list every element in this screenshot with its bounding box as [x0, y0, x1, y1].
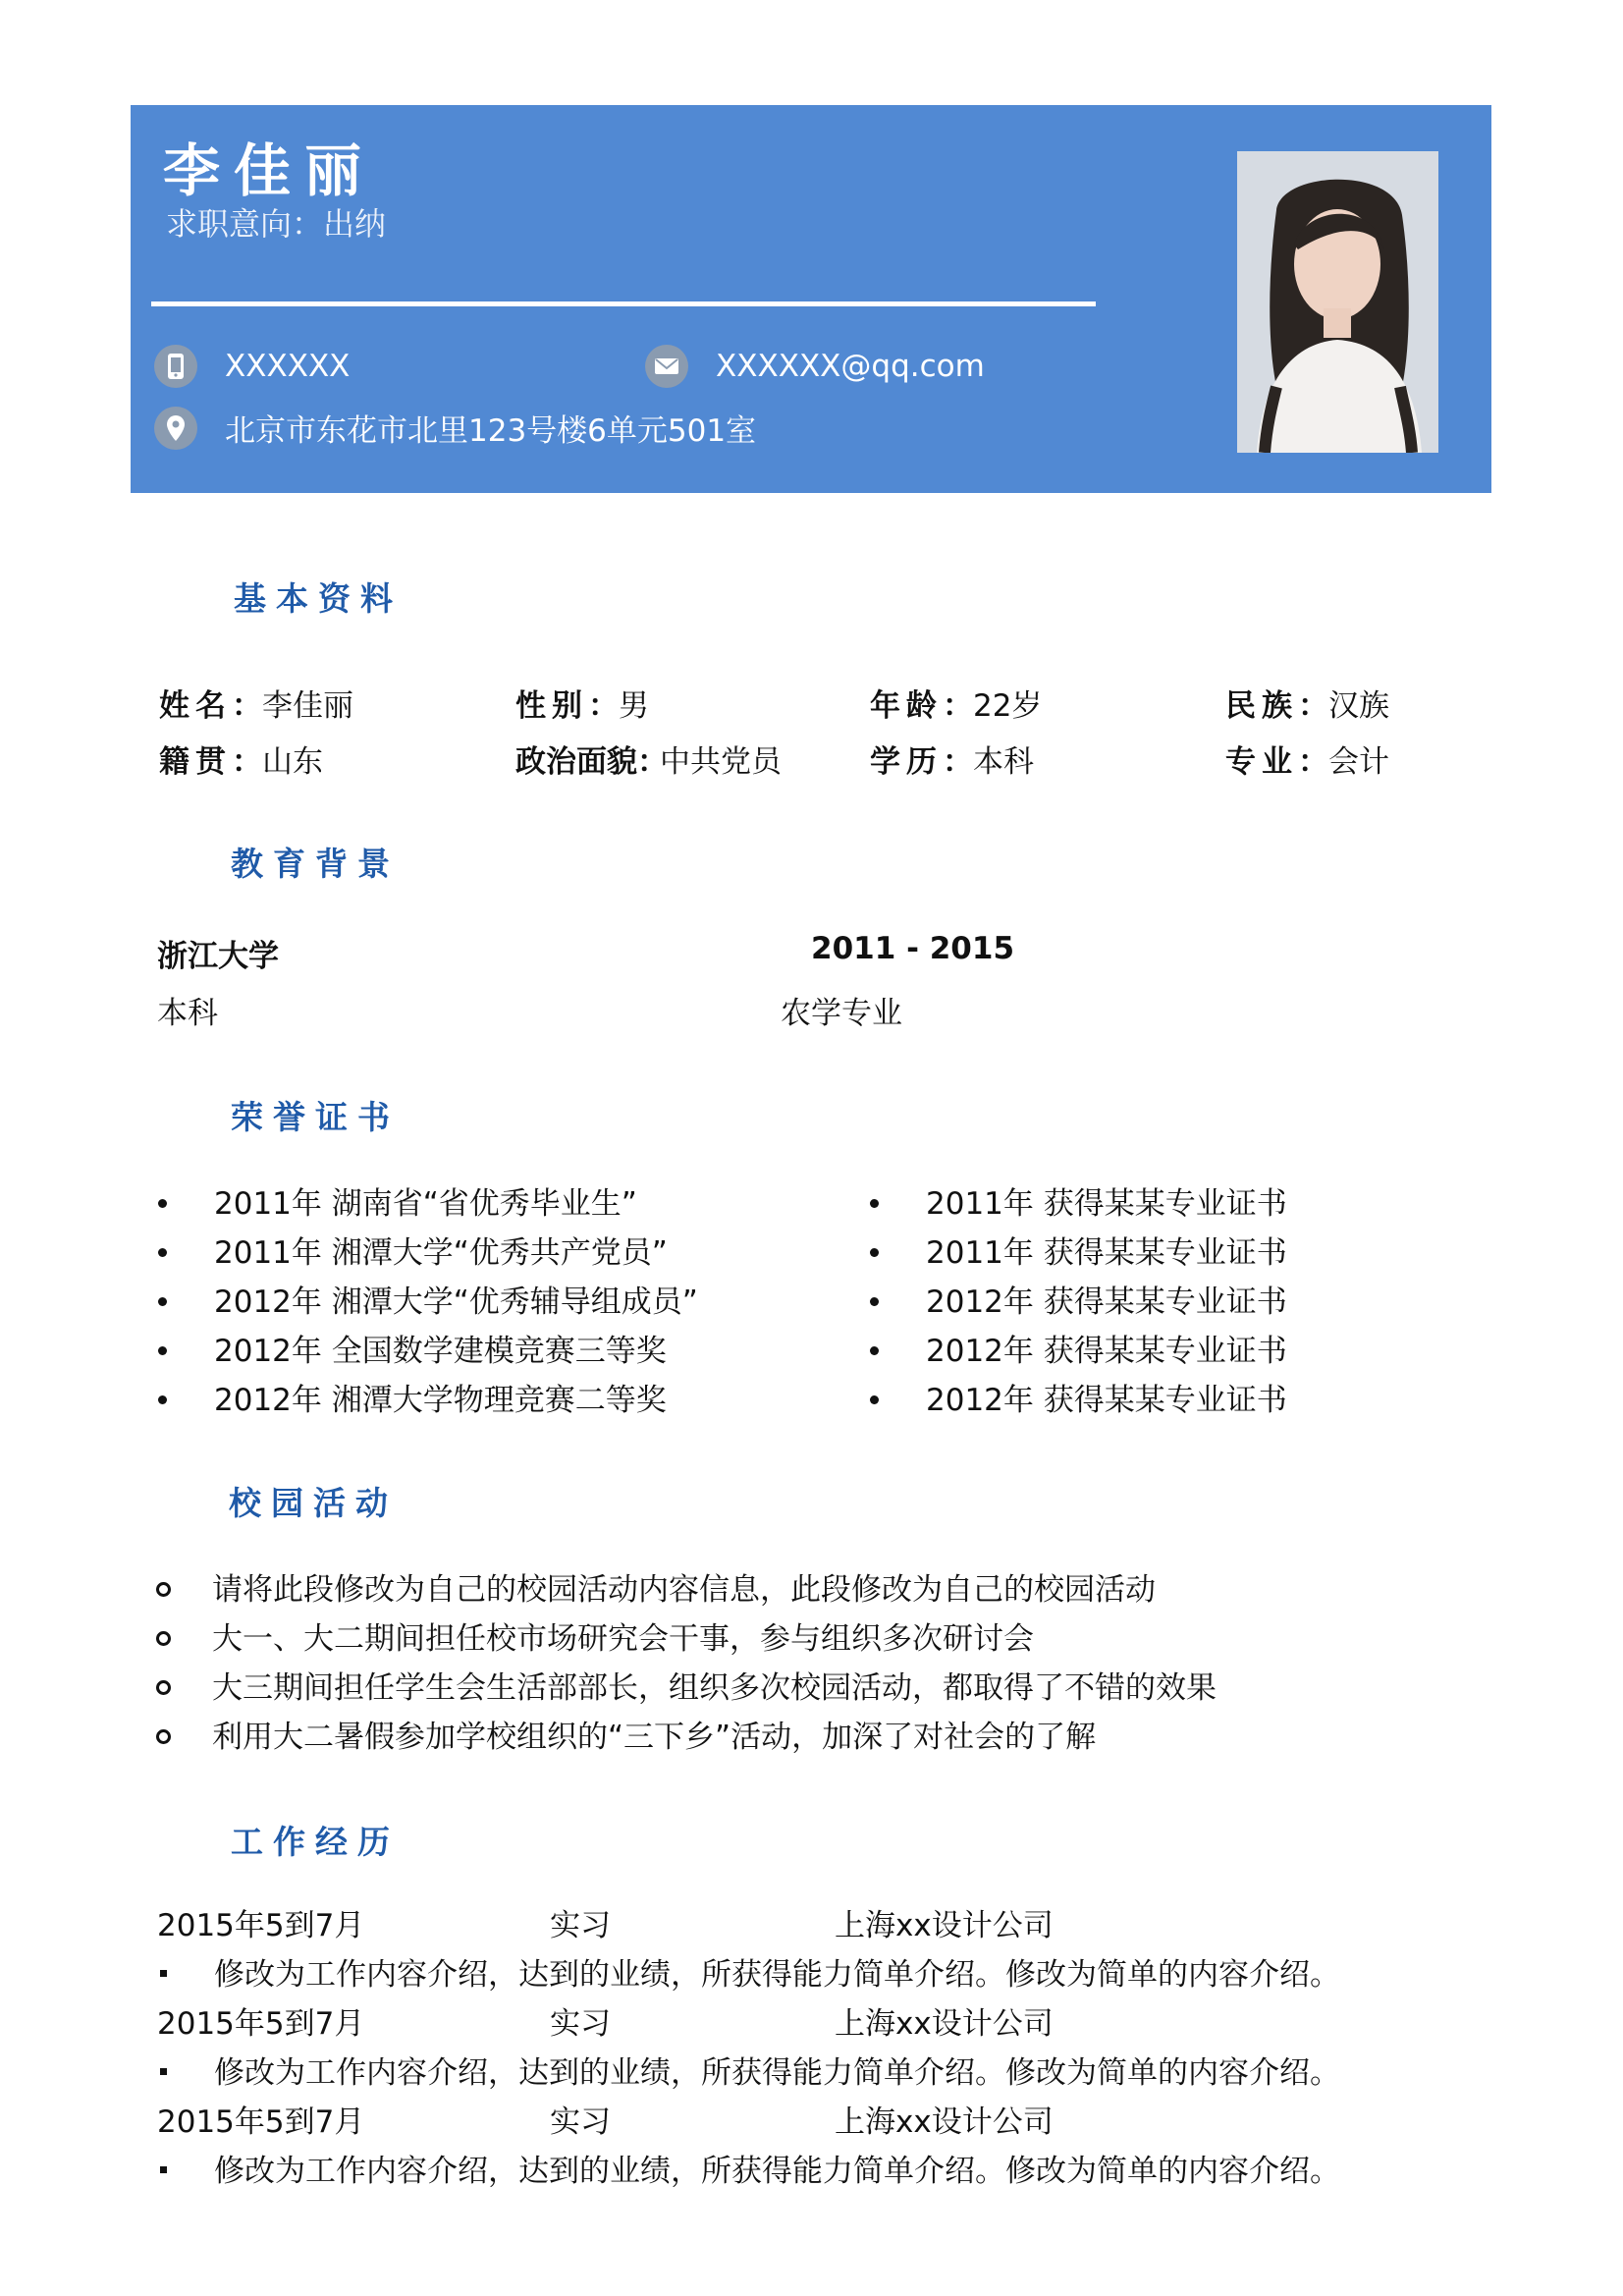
basic-value: 本科 — [973, 744, 1034, 780]
header-banner — [131, 105, 1491, 493]
certificate-item: 2012年 获得某某专业证书 — [926, 1383, 1287, 1418]
section-title-honors: 荣誉证书 — [231, 1098, 400, 1136]
location-pin-icon — [154, 407, 197, 450]
honor-item: 2011年 湖南省“省优秀毕业生” — [214, 1186, 637, 1222]
work-company: 上海xx设计公司 — [835, 1908, 1054, 1943]
basic-label: 政治面貌： — [515, 744, 668, 780]
work-description: 修改为工作内容介绍，达到的业绩，所获得能力简单介绍。修改为简单的内容介绍。 — [214, 1957, 1340, 1993]
bullet-dot — [158, 1346, 167, 1355]
bullet-square — [160, 2166, 167, 2173]
honor-item: 2012年 全国数学建模竞赛三等奖 — [214, 1334, 667, 1369]
campus-item: 大一、大二期间担任校市场研究会干事，参与组织多次研讨会 — [212, 1621, 1034, 1657]
certificate-item: 2011年 获得某某专业证书 — [926, 1186, 1287, 1222]
bullet-dot — [870, 1346, 879, 1355]
bullet-square — [160, 2068, 167, 2075]
education-years: 2011 - 2015 — [811, 931, 1015, 966]
mail-icon — [645, 345, 688, 388]
work-description: 修改为工作内容介绍，达到的业绩，所获得能力简单介绍。修改为简单的内容介绍。 — [214, 2154, 1340, 2189]
bullet-dot — [870, 1297, 879, 1306]
certificate-item: 2012年 获得某某专业证书 — [926, 1285, 1287, 1320]
header-divider — [151, 301, 1096, 306]
bullet-dot — [158, 1395, 167, 1404]
basic-political — [515, 737, 782, 781]
bullet-ring — [156, 1631, 171, 1646]
basic-label: 学历： — [870, 744, 973, 780]
bullet-ring — [156, 1680, 171, 1695]
bullet-dot — [158, 1297, 167, 1306]
campus-item: 大三期间担任学生会生活部部长，组织多次校园活动，都取得了不错的效果 — [212, 1670, 1217, 1706]
basic-value: 会计 — [1328, 744, 1389, 780]
bullet-dot — [158, 1248, 167, 1257]
certificate-item: 2012年 获得某某专业证书 — [926, 1334, 1287, 1369]
honor-item: 2011年 湘潭大学“优秀共产党员” — [214, 1235, 668, 1271]
section-title-basic: 基本资料 — [234, 579, 403, 618]
work-date: 2015年5到7月 — [157, 2105, 365, 2140]
section-title-education: 教育背景 — [231, 845, 400, 883]
basic-value: 汉族 — [1328, 688, 1389, 724]
work-date: 2015年5到7月 — [157, 2006, 365, 2042]
work-company: 上海xx设计公司 — [835, 2105, 1054, 2140]
basic-ethnicity — [1225, 681, 1389, 725]
job-intent: 求职意向：出纳 — [166, 205, 387, 243]
bullet-dot — [870, 1395, 879, 1404]
work-company: 上海xx设计公司 — [835, 2006, 1054, 2042]
section-title-campus: 校园活动 — [229, 1484, 398, 1522]
phone-value: XXXXXX — [225, 349, 351, 384]
honor-item: 2012年 湘潭大学物理竞赛二等奖 — [214, 1383, 667, 1418]
basic-value: 李佳丽 — [262, 688, 353, 724]
work-role: 实习 — [550, 2006, 611, 2042]
certificate-item: 2011年 获得某某专业证书 — [926, 1235, 1287, 1271]
email-value[interactable]: XXXXXX@qq.com — [716, 349, 985, 384]
basic-value: 中共党员 — [660, 744, 782, 780]
section-title-work: 工作经历 — [231, 1823, 400, 1861]
basic-value: 男 — [619, 688, 649, 724]
honor-item: 2012年 湘潭大学“优秀辅导组成员” — [214, 1285, 698, 1320]
work-description: 修改为工作内容介绍，达到的业绩，所获得能力简单介绍。修改为简单的内容介绍。 — [214, 2055, 1340, 2091]
basic-label: 籍贯： — [159, 744, 262, 780]
work-role: 实习 — [550, 1908, 611, 1943]
basic-hometown — [159, 737, 323, 781]
address-value: 北京市东花市北里123号楼6单元501室 — [225, 413, 757, 449]
basic-label: 专业： — [1225, 744, 1328, 780]
bullet-ring — [156, 1582, 171, 1597]
basic-name — [159, 681, 353, 725]
campus-item: 请将此段修改为自己的校园活动内容信息，此段修改为自己的校园活动 — [212, 1572, 1156, 1608]
email-row — [645, 345, 985, 388]
candidate-name: 李佳丽 — [163, 137, 376, 204]
phone-icon — [154, 345, 197, 388]
basic-value: 山东 — [262, 744, 323, 780]
basic-label: 民族： — [1225, 688, 1328, 724]
bullet-dot — [870, 1199, 879, 1208]
phone-row — [154, 345, 350, 388]
basic-age — [870, 681, 1042, 725]
school-name: 浙江大学 — [157, 939, 279, 974]
work-role: 实习 — [550, 2105, 611, 2140]
basic-major — [1225, 737, 1389, 781]
basic-label: 姓名： — [159, 688, 262, 724]
basic-gender — [515, 681, 649, 725]
campus-item: 利用大二暑假参加学校组织的“三下乡”活动，加深了对社会的了解 — [212, 1720, 1097, 1755]
basic-degree — [870, 737, 1034, 781]
work-date: 2015年5到7月 — [157, 1908, 365, 1943]
bullet-square — [160, 1970, 167, 1977]
bullet-ring — [156, 1729, 171, 1744]
address-row — [154, 406, 756, 450]
education-degree: 本科 — [157, 996, 218, 1031]
bullet-dot — [158, 1199, 167, 1208]
bullet-dot — [870, 1248, 879, 1257]
basic-label: 性别： — [515, 688, 619, 724]
basic-value: 22岁 — [973, 688, 1043, 724]
profile-photo — [1237, 151, 1438, 453]
education-major: 农学专业 — [781, 996, 902, 1031]
basic-label: 年龄： — [870, 688, 973, 724]
